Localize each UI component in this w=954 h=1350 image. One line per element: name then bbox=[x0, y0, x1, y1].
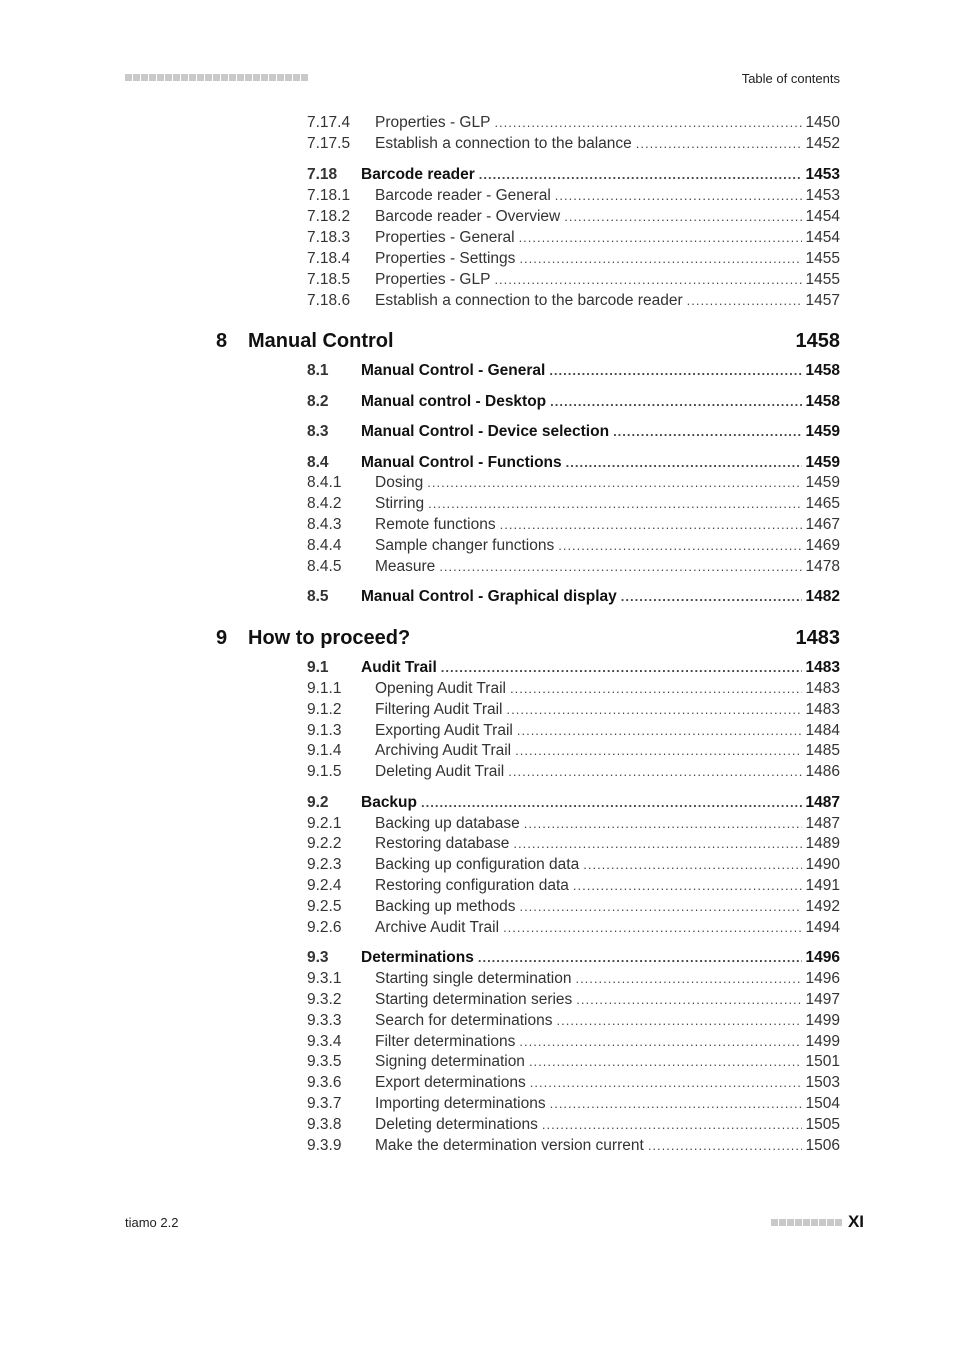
toc-chapter[interactable] bbox=[216, 327, 840, 355]
entry-number: 8.3 bbox=[307, 423, 329, 440]
entry-number: 7.18.4 bbox=[307, 250, 351, 267]
entry-title: Backup bbox=[361, 794, 417, 811]
dot-leader bbox=[556, 1011, 801, 1031]
entry-title: Manual Control - Device selection bbox=[361, 423, 610, 440]
dot-leader bbox=[687, 291, 802, 311]
entry-number: 9.3 bbox=[307, 949, 329, 966]
entry-title: Audit Trail bbox=[361, 659, 437, 676]
toc-chapter[interactable] bbox=[216, 624, 840, 652]
toc-subsection[interactable] bbox=[307, 557, 840, 577]
dot-leader bbox=[583, 855, 801, 875]
entry-title: Sample changer functions bbox=[375, 537, 555, 554]
toc-subsection[interactable] bbox=[307, 186, 840, 206]
entry-page: 1487 bbox=[805, 815, 840, 832]
footer-page-number: XI bbox=[847, 1212, 864, 1231]
entry-title: Measure bbox=[375, 558, 436, 575]
entry-number: 9.1.4 bbox=[307, 742, 342, 759]
entry-number: 8.4.1 bbox=[307, 474, 342, 491]
entry-title: Properties - GLP bbox=[375, 114, 491, 131]
toc-subsection[interactable] bbox=[307, 1052, 840, 1072]
footer-decoration bbox=[771, 1219, 842, 1226]
chapter-number: 8 bbox=[216, 330, 228, 352]
toc-subsection[interactable] bbox=[307, 207, 840, 227]
dot-leader bbox=[494, 113, 801, 133]
entry-page: 1457 bbox=[805, 292, 840, 309]
footer-page-marker bbox=[771, 1212, 864, 1232]
entry-page: 1465 bbox=[805, 495, 840, 512]
entry-page: 1506 bbox=[805, 1137, 840, 1154]
entry-number: 9.1.5 bbox=[307, 763, 342, 780]
dot-leader bbox=[503, 918, 801, 938]
dot-leader bbox=[530, 1073, 802, 1093]
entry-title: Deleting Audit Trail bbox=[375, 763, 505, 780]
entry-number: 7.18.6 bbox=[307, 292, 351, 309]
dot-leader bbox=[510, 679, 802, 699]
entry-number: 9.3.8 bbox=[307, 1116, 342, 1133]
chapter-page: 1458 bbox=[795, 330, 840, 352]
toc-subsection[interactable] bbox=[307, 494, 840, 514]
entry-title: Properties - General bbox=[375, 229, 515, 246]
entry-page: 1469 bbox=[805, 537, 840, 554]
entry-page: 1478 bbox=[805, 558, 840, 575]
entry-page: 1492 bbox=[805, 898, 840, 915]
entry-page: 1496 bbox=[805, 970, 840, 987]
entry-page: 1494 bbox=[805, 919, 840, 936]
dot-leader bbox=[519, 897, 801, 917]
entry-title: Manual control - Desktop bbox=[361, 393, 547, 410]
dot-leader bbox=[421, 793, 802, 813]
entry-number: 9.3.5 bbox=[307, 1053, 342, 1070]
entry-number: 9.3.1 bbox=[307, 970, 342, 987]
toc-subsection[interactable] bbox=[307, 679, 840, 699]
entry-title: Properties - Settings bbox=[375, 250, 516, 267]
entry-number: 9.3.7 bbox=[307, 1095, 342, 1112]
toc-subsection[interactable] bbox=[307, 1136, 840, 1156]
toc-section[interactable] bbox=[307, 453, 840, 473]
entry-page: 1483 bbox=[805, 680, 840, 697]
dot-leader bbox=[441, 658, 802, 678]
toc-subsection[interactable] bbox=[307, 113, 840, 133]
dot-leader bbox=[439, 557, 801, 577]
running-header-title: Table of contents bbox=[741, 71, 840, 86]
entry-number: 8.5 bbox=[307, 588, 329, 605]
toc-subsection[interactable] bbox=[307, 762, 840, 782]
toc-section[interactable] bbox=[307, 793, 840, 813]
toc-subsection[interactable] bbox=[307, 700, 840, 720]
entry-number: 8.4.3 bbox=[307, 516, 342, 533]
entry-title: Opening Audit Trail bbox=[375, 680, 506, 697]
entry-title: Manual Control - Graphical display bbox=[361, 588, 617, 605]
dot-leader bbox=[517, 721, 802, 741]
entry-page: 1452 bbox=[805, 135, 840, 152]
entry-number: 9.2.6 bbox=[307, 919, 342, 936]
toc-subsection[interactable] bbox=[307, 536, 840, 556]
entry-title: Manual Control - Functions bbox=[361, 454, 562, 471]
entry-page: 1503 bbox=[805, 1074, 840, 1091]
entry-page: 1491 bbox=[805, 877, 840, 894]
header-decoration bbox=[125, 74, 308, 81]
dot-leader bbox=[558, 536, 801, 556]
entry-number: 8.4.4 bbox=[307, 537, 342, 554]
entry-title: Barcode reader - Overview bbox=[375, 208, 561, 225]
toc-subsection[interactable] bbox=[307, 1094, 840, 1114]
chapter-number: 9 bbox=[216, 627, 228, 649]
entry-number: 9.1.1 bbox=[307, 680, 342, 697]
entry-page: 1483 bbox=[805, 701, 840, 718]
entry-number: 7.18.1 bbox=[307, 187, 351, 204]
entry-page: 1482 bbox=[805, 588, 840, 605]
dot-leader bbox=[513, 834, 801, 854]
entry-page: 1454 bbox=[805, 208, 840, 225]
dot-leader bbox=[494, 270, 801, 290]
dot-leader bbox=[508, 762, 801, 782]
toc-section[interactable] bbox=[307, 422, 840, 442]
entry-title: Restoring configuration data bbox=[375, 877, 569, 894]
toc-subsection[interactable] bbox=[307, 1011, 840, 1031]
entry-title: Backing up database bbox=[375, 815, 520, 832]
dot-leader bbox=[524, 814, 802, 834]
entry-page: 1467 bbox=[805, 516, 840, 533]
entry-number: 9.2.3 bbox=[307, 856, 342, 873]
toc-section[interactable] bbox=[307, 392, 840, 412]
entry-title: Dosing bbox=[375, 474, 424, 491]
entry-page: 1453 bbox=[805, 166, 840, 183]
entry-number: 9.3.6 bbox=[307, 1074, 342, 1091]
entry-number: 7.17.4 bbox=[307, 114, 351, 131]
entry-title: Filtering Audit Trail bbox=[375, 701, 503, 718]
entry-page: 1505 bbox=[805, 1116, 840, 1133]
dot-leader bbox=[566, 453, 802, 473]
entry-page: 1458 bbox=[805, 393, 840, 410]
dot-leader bbox=[555, 186, 802, 206]
entry-page: 1459 bbox=[805, 423, 840, 440]
toc-subsection[interactable] bbox=[307, 814, 840, 834]
dot-leader bbox=[648, 1136, 802, 1156]
entry-page: 1490 bbox=[805, 856, 840, 873]
dot-leader bbox=[479, 165, 802, 185]
entry-title: Barcode reader - General bbox=[375, 187, 551, 204]
entry-page: 1459 bbox=[805, 474, 840, 491]
toc-subsection[interactable] bbox=[307, 270, 840, 290]
dot-leader bbox=[542, 1115, 802, 1135]
dot-leader bbox=[478, 948, 802, 968]
toc-subsection[interactable] bbox=[307, 1073, 840, 1093]
entry-page: 1497 bbox=[805, 991, 840, 1008]
entry-number: 9.1.2 bbox=[307, 701, 342, 718]
entry-title: Restoring database bbox=[375, 835, 510, 852]
entry-title: Deleting determinations bbox=[375, 1116, 538, 1133]
dot-leader bbox=[519, 249, 801, 269]
entry-title: Backing up configuration data bbox=[375, 856, 580, 873]
toc-subsection[interactable] bbox=[307, 134, 840, 154]
entry-number: 7.18 bbox=[307, 166, 338, 183]
toc-subsection[interactable] bbox=[307, 834, 840, 854]
toc-subsection[interactable] bbox=[307, 876, 840, 896]
entry-title: Export determinations bbox=[375, 1074, 526, 1091]
entry-number: 9.2.5 bbox=[307, 898, 342, 915]
entry-number: 8.2 bbox=[307, 393, 329, 410]
entry-title: Establish a connection to the barcode reader bbox=[375, 292, 683, 309]
dot-leader bbox=[573, 876, 802, 896]
entry-page: 1485 bbox=[805, 742, 840, 759]
entry-title: Importing determinations bbox=[375, 1095, 546, 1112]
entry-title: Archive Audit Trail bbox=[375, 919, 500, 936]
toc-subsection[interactable] bbox=[307, 721, 840, 741]
toc-subsection[interactable] bbox=[307, 249, 840, 269]
dot-leader bbox=[613, 422, 801, 442]
entry-number: 7.17.5 bbox=[307, 135, 351, 152]
entry-number: 8.1 bbox=[307, 362, 329, 379]
entry-page: 1450 bbox=[805, 114, 840, 131]
entry-title: Filter determinations bbox=[375, 1033, 516, 1050]
entry-page: 1501 bbox=[805, 1053, 840, 1070]
entry-page: 1499 bbox=[805, 1012, 840, 1029]
entry-title: Determinations bbox=[361, 949, 474, 966]
entry-page: 1504 bbox=[805, 1095, 840, 1112]
dot-leader bbox=[529, 1052, 802, 1072]
toc-section[interactable] bbox=[307, 948, 840, 968]
entry-number: 9.2 bbox=[307, 794, 329, 811]
entry-number: 9.2.4 bbox=[307, 877, 342, 894]
toc-subsection[interactable] bbox=[307, 473, 840, 493]
entry-title: Exporting Audit Trail bbox=[375, 722, 513, 739]
entry-number: 9.2.2 bbox=[307, 835, 342, 852]
footer-product: tiamo 2.2 bbox=[125, 1215, 179, 1230]
toc-section[interactable] bbox=[307, 658, 840, 678]
entry-page: 1489 bbox=[805, 835, 840, 852]
entry-title: Manual Control - General bbox=[361, 362, 546, 379]
dot-leader bbox=[549, 361, 801, 381]
dot-leader bbox=[550, 392, 801, 412]
entry-title: Establish a connection to the balance bbox=[375, 135, 632, 152]
toc-section[interactable] bbox=[307, 361, 840, 381]
dot-leader bbox=[428, 494, 801, 514]
entry-title: Barcode reader bbox=[361, 166, 475, 183]
dot-leader bbox=[515, 741, 801, 761]
entry-title: Signing determination bbox=[375, 1053, 525, 1070]
entry-page: 1454 bbox=[805, 229, 840, 246]
entry-number: 9.3.4 bbox=[307, 1033, 342, 1050]
dot-leader bbox=[636, 134, 802, 154]
dot-leader bbox=[519, 228, 802, 248]
entry-page: 1496 bbox=[805, 949, 840, 966]
entry-number: 9.1.3 bbox=[307, 722, 342, 739]
entry-title: Backing up methods bbox=[375, 898, 516, 915]
dot-leader bbox=[427, 473, 801, 493]
entry-number: 8.4.2 bbox=[307, 495, 342, 512]
toc-subsection[interactable] bbox=[307, 855, 840, 875]
entry-number: 7.18.5 bbox=[307, 271, 351, 288]
chapter-title: How to proceed? bbox=[248, 627, 411, 649]
dot-leader bbox=[576, 990, 801, 1010]
dot-leader bbox=[550, 1094, 802, 1114]
dot-leader bbox=[500, 515, 802, 535]
toc-subsection[interactable] bbox=[307, 897, 840, 917]
toc-section[interactable] bbox=[307, 587, 840, 607]
toc-subsection[interactable] bbox=[307, 990, 840, 1010]
entry-title: Search for determinations bbox=[375, 1012, 553, 1029]
dot-leader bbox=[621, 587, 802, 607]
toc-subsection[interactable] bbox=[307, 969, 840, 989]
entry-page: 1483 bbox=[805, 659, 840, 676]
entry-page: 1487 bbox=[805, 794, 840, 811]
entry-number: 7.18.3 bbox=[307, 229, 351, 246]
dot-leader bbox=[564, 207, 801, 227]
entry-number: 7.18.2 bbox=[307, 208, 351, 225]
entry-number: 8.4 bbox=[307, 454, 329, 471]
dot-leader bbox=[519, 1032, 801, 1052]
entry-page: 1458 bbox=[805, 362, 840, 379]
entry-number: 9.3.9 bbox=[307, 1137, 342, 1154]
dot-leader bbox=[575, 969, 801, 989]
chapter-page: 1483 bbox=[795, 627, 840, 649]
dot-leader bbox=[507, 700, 802, 720]
toc-subsection[interactable] bbox=[307, 918, 840, 938]
entry-number: 8.4.5 bbox=[307, 558, 342, 575]
entry-page: 1459 bbox=[805, 454, 840, 471]
entry-page: 1455 bbox=[805, 271, 840, 288]
entry-title: Remote functions bbox=[375, 516, 496, 533]
entry-page: 1484 bbox=[805, 722, 840, 739]
entry-number: 9.1 bbox=[307, 659, 329, 676]
toc-section[interactable] bbox=[307, 165, 840, 185]
toc-subsection[interactable] bbox=[307, 291, 840, 311]
entry-page: 1486 bbox=[805, 763, 840, 780]
entry-title: Make the determination version current bbox=[375, 1137, 644, 1154]
entry-number: 9.3.3 bbox=[307, 1012, 342, 1029]
entry-number: 9.3.2 bbox=[307, 991, 342, 1008]
entry-page: 1455 bbox=[805, 250, 840, 267]
toc-subsection[interactable] bbox=[307, 228, 840, 248]
entry-title: Properties - GLP bbox=[375, 271, 491, 288]
entry-title: Starting single determination bbox=[375, 970, 572, 987]
entry-number: 9.2.1 bbox=[307, 815, 342, 832]
toc-subsection[interactable] bbox=[307, 515, 840, 535]
entry-title: Archiving Audit Trail bbox=[375, 742, 512, 759]
chapter-title: Manual Control bbox=[248, 330, 394, 352]
toc-subsection[interactable] bbox=[307, 1115, 840, 1135]
entry-page: 1499 bbox=[805, 1033, 840, 1050]
entry-title: Starting determination series bbox=[375, 991, 573, 1008]
entry-title: Stirring bbox=[375, 495, 425, 512]
toc-subsection[interactable] bbox=[307, 741, 840, 761]
toc-subsection[interactable] bbox=[307, 1032, 840, 1052]
entry-page: 1453 bbox=[805, 187, 840, 204]
